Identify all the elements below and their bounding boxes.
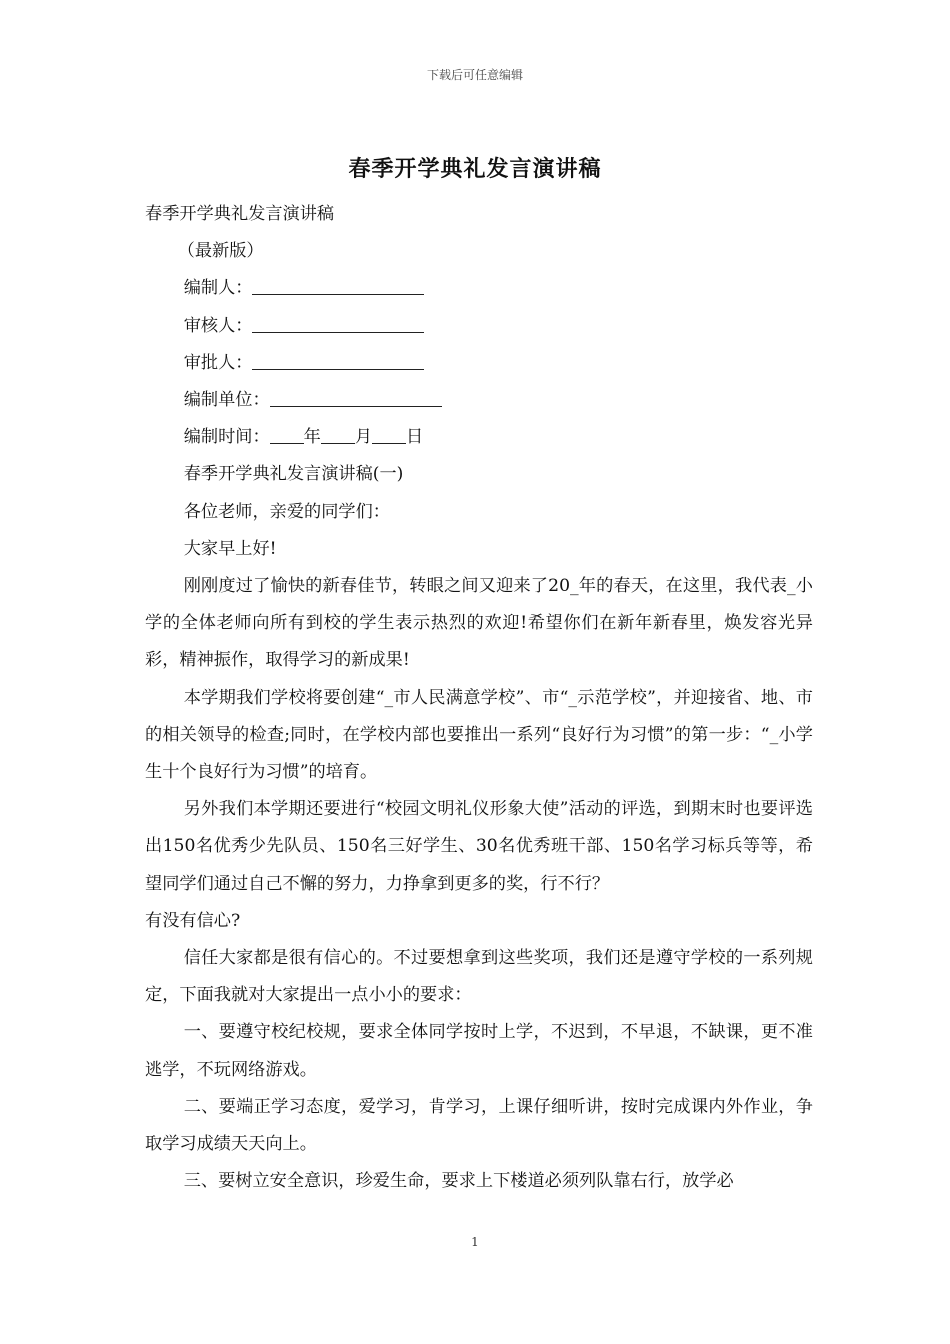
approver-field xyxy=(145,345,813,382)
unit-field xyxy=(145,382,813,419)
paragraph-welcome: 刚刚度过了愉快的新春佳节，转眼之间又迎来了20_年的春天，在这里，我代表_小学的全体老师向所有到校的学生表示热烈的欢迎!希望你们在新年新春里，焕发容光异彩，精神振作，取得学习的新成果! xyxy=(145,576,813,671)
approver-label: 审批人： xyxy=(183,352,253,373)
requirement-3: 三、要树立安全意识，珍爱生命，要求上下楼道必须列队靠右行，放学必 xyxy=(183,1171,734,1192)
month-blank xyxy=(321,423,355,444)
reviewer-field xyxy=(145,308,813,345)
unit-blank xyxy=(270,386,442,407)
section-title: 春季开学典礼发言演讲稿(一) xyxy=(183,464,404,485)
month-label: 月 xyxy=(354,427,373,448)
document-title: 春季开学典礼发言演讲稿 xyxy=(348,156,602,182)
time-label: 编制时间： xyxy=(183,427,270,448)
reviewer-label: 审核人： xyxy=(183,315,253,336)
page-number: 1 xyxy=(471,1235,479,1249)
document-subtitle: 春季开学典礼发言演讲稿 xyxy=(145,204,335,224)
requirement-1: 一、要遵守校纪校规，要求全体同学按时上学，不迟到，不早退，不缺课，更不准逃学，不玩网络游戏。 xyxy=(145,1022,813,1080)
approver-blank xyxy=(252,349,424,370)
paragraph-school-goals: 本学期我们学校将要创建“_市人民满意学校”、市“_示范学校”，并迎接省、地、市的相关领导的检查;同时，在学校内部也要推出一系列“良好行为习惯”的第一步：“_小学生十个良好行为习惯”的培育。 xyxy=(145,687,813,783)
editor-blank xyxy=(252,274,424,295)
paragraph-confidence-question: 有没有信心? xyxy=(145,910,241,931)
document-body xyxy=(145,196,813,1200)
requirement-2: 二、要端正学习态度，爱学习，肯学习，上课仔细听讲，按时完成课内外作业，争取学习成绩天天向上。 xyxy=(145,1096,813,1155)
paragraph-awards: 另外我们本学期还要进行“校园文明礼仪形象大使”活动的评选，到期末时也要评选出150名优秀少先队员、150名三好学生、30名优秀班干部、150名学习标兵等等，希望同学们通过自己不懈的努力，力挣拿到更多的奖，行不行？ xyxy=(145,799,813,894)
version-note xyxy=(145,233,813,270)
time-field xyxy=(145,419,813,456)
reviewer-blank xyxy=(252,312,424,333)
editor-field xyxy=(145,270,813,307)
year-blank xyxy=(270,423,304,444)
editor-label: 编制人： xyxy=(183,278,253,299)
salutation: 各位老师，亲爱的同学们： xyxy=(183,501,390,522)
page-header-note: 下载后可任意编辑 xyxy=(426,68,523,82)
version-text: （最新版） xyxy=(177,241,264,262)
year-label: 年 xyxy=(303,427,321,448)
day-label: 日 xyxy=(406,427,424,448)
paragraph-requirements-intro: 信任大家都是很有信心的。不过要想拿到这些奖项，我们还是遵守学校的一系列规定，下面我就对大家提出一点小小的要求： xyxy=(145,948,813,1006)
day-blank xyxy=(372,423,406,444)
greeting: 大家早上好! xyxy=(183,538,277,559)
unit-label: 编制单位： xyxy=(183,390,270,411)
